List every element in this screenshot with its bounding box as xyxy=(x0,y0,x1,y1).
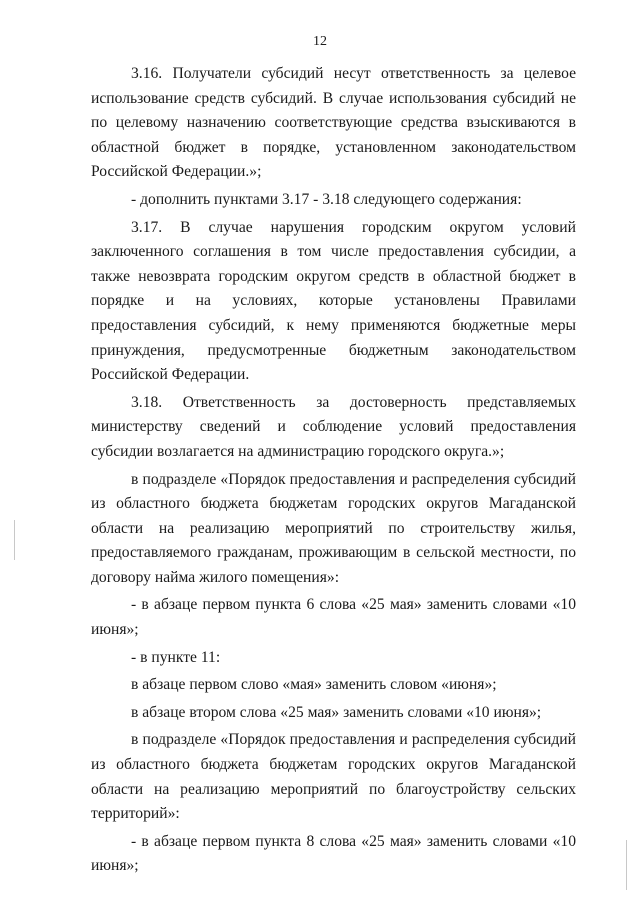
scan-edge-mark-left xyxy=(14,520,15,560)
paragraph-3-17: 3.17. В случае нарушения городским округом условий заключенного соглашения в том числе предоставления субсидии, а также невозврата городским округом средств в областной бюджет в порядке и на условиях, которые установлены Правилами предоставления субсидий, к нему применяются бюджетные меры принуждения, предусмотренные бюджетным законодательством Российской Федерации. xyxy=(91,218,576,384)
paragraph-3-18: 3.18. Ответственность за достоверность представляемых министерству сведений и соблюдение условий предоставления субсидии возлагается на администрацию городского округа.»; xyxy=(91,393,576,460)
paragraph-subsection-housing: в подразделе «Порядок предоставления и распределения субсидий из областного бюджета бюджетам городских округов Магаданской области на реализацию мероприятий по строительству жилья, предоставляемого гражданам, проживающим в сельской местности, по договору найма жилого помещения»: xyxy=(91,470,576,586)
paragraph-item-11: - в пункте 11: xyxy=(131,648,221,666)
page-number: 12 xyxy=(313,34,327,49)
paragraph-item-11-second: в абзаце втором слова «25 мая» заменить словами «10 июня»; xyxy=(131,703,542,721)
paragraph-3-16: 3.16. Получатели субсидий несут ответственность за целевое использование средств субсидий. В случае использования субсидий не по целевому назначению соответствующие средства взыскиваются в областной бюджет в порядке, установленном законодательством Российской Федерации.»; xyxy=(91,65,576,181)
document-body xyxy=(91,62,576,879)
paragraph-item-6: - в абзаце первом пункта 6 слова «25 мая» заменить словами «10 июня»; xyxy=(91,596,576,639)
paragraph-add-items: - дополнить пунктами 3.17 - 3.18 следующего содержания: xyxy=(131,190,522,208)
paragraph-item-8: - в абзаце первом пункта 8 слова «25 мая» заменить словами «10 июня»; xyxy=(91,832,576,875)
scan-edge-mark-right xyxy=(626,840,627,890)
paragraph-item-11-first: в абзаце первом слово «мая» заменить словом «июня»; xyxy=(131,676,497,694)
paragraph-subsection-improvement: в подразделе «Порядок предоставления и распределения субсидий из областного бюджета бюджетам городских округов Магаданской области на реализацию мероприятий по благоустройству сельских территорий»: xyxy=(91,731,576,823)
